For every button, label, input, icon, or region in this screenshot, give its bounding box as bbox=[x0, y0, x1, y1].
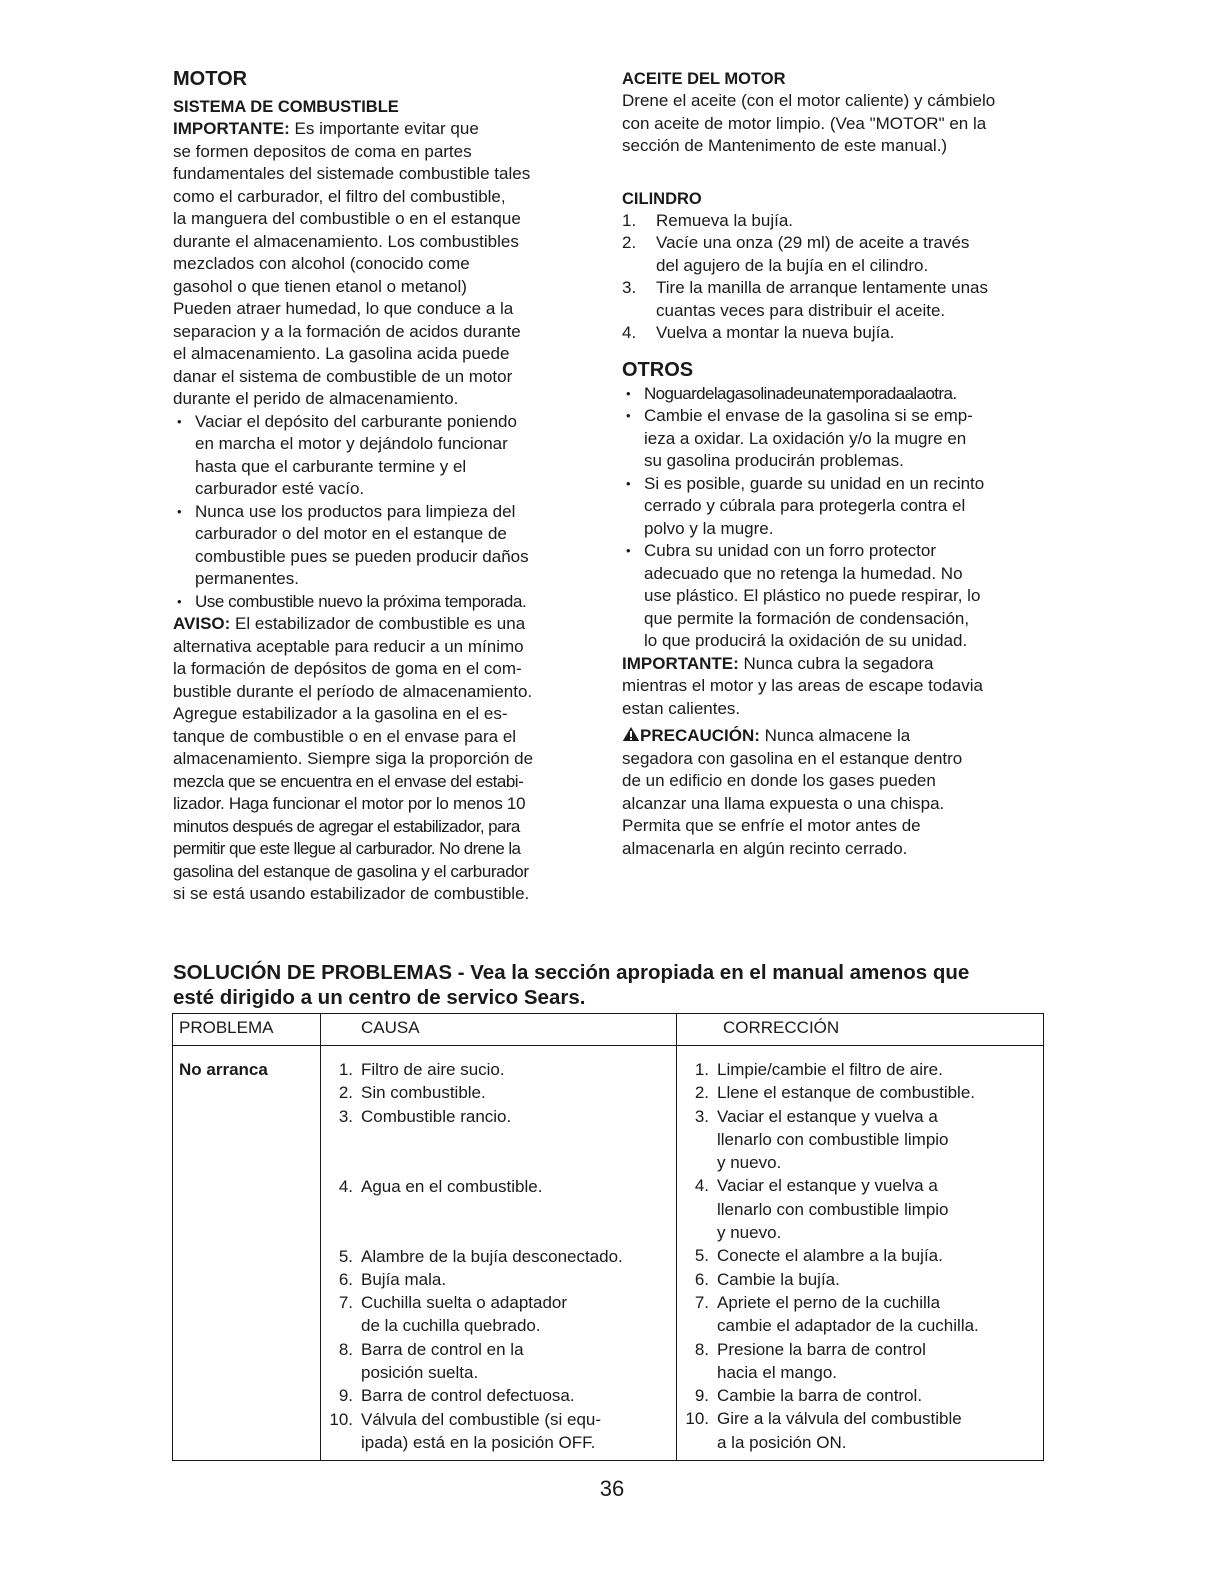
list-item: 1. Remueva la bujía. bbox=[622, 210, 794, 230]
list-item: 9. Cambie la barra de control. bbox=[694, 1386, 923, 1406]
list-item: 9. Barra de control defectuosa. bbox=[338, 1386, 575, 1406]
motor-heading: MOTOR bbox=[173, 68, 248, 90]
otros-bullet-list bbox=[622, 383, 1052, 653]
list-item: 5. Conecte el alambre a la bujía. bbox=[694, 1246, 943, 1266]
aviso-paragraph: AVISO: El estabilizador de combustible es una alternativa aceptable para reducir a un mínimo la formación de depósitos de goma en el com- bustible durante el período de almacenamiento. Agregue estabilizador a la gasolina en el es- tanque de combustible o en el envase para el almacenamiento. Siempre siga la proporción de mezcla que se encuentra en el envase del estabi- lizador. Haga funcionar el motor por lo menos 10 minutos después de agregar el estabilizador, para permitir que este llegue al carburador. No drene la gasolina del estanque de gasolina y el carburador si se está usando estabilizador de combustible. bbox=[173, 614, 534, 903]
list-item: 2. Sin combustible. bbox=[338, 1083, 486, 1103]
precaution-label: PRECAUCIÓN: bbox=[640, 726, 760, 745]
list-item: 8. Presione la barra de control hacia el mango. bbox=[694, 1339, 926, 1382]
correction-cell bbox=[677, 1046, 1044, 1461]
header-cause: CAUSA bbox=[321, 1014, 677, 1046]
list-item: 2. Vacíe una onza (29 ml) de aceite a través del agujero de la bujía en el cilindro. bbox=[622, 233, 970, 275]
list-item: 5. Alambre de la bujía desconectado. bbox=[338, 1246, 623, 1266]
list-item: • Nunca use los productos para limpieza del carburador o del motor en el estanque de combustible pues se pueden producir daños permanentes. bbox=[173, 501, 593, 591]
list-item: 8. Barra de control en la posición suelta. bbox=[338, 1339, 524, 1383]
list-item: 2. Llene el estanque de combustible. bbox=[694, 1083, 976, 1103]
problem-cell: No arranca bbox=[173, 1046, 321, 1461]
list-item: • Vaciar el depósito del carburante poniendo en marcha el motor y dejándolo funcionar hasta que el carburante termine y el carburador esté vacío. bbox=[173, 411, 593, 501]
important-label: IMPORTANTE: bbox=[173, 119, 290, 138]
table-row bbox=[173, 1046, 1044, 1461]
left-column bbox=[173, 66, 593, 906]
list-item: 7. Apriete el perno de la cuchilla cambie el adaptador de la cuchilla. bbox=[694, 1292, 979, 1336]
list-item: 3. Tire la manilla de arranque lentamente unas cuantas veces para distribuir el aceite. bbox=[622, 278, 989, 320]
list-item: • Use combustible nuevo la próxima temporada. bbox=[173, 591, 593, 614]
fuel-system-heading: SISTEMA DE COMBUSTIBLE bbox=[173, 98, 399, 116]
list-item: 10. Válvula del combustible (si equ- ipada) está en la posición OFF. bbox=[329, 1409, 602, 1452]
warning-triangle-icon bbox=[622, 726, 640, 742]
important-label: IMPORTANTE: bbox=[622, 653, 739, 673]
troubleshooting-table bbox=[172, 1013, 1044, 1461]
list-item: • Si es posible, guarde su unidad en un recinto cerrado y cúbrala para protegerla contra el polvo y la mugre. bbox=[622, 473, 1052, 541]
list-item: 1. Limpie/cambie el filtro de aire. bbox=[694, 1060, 943, 1079]
header-problem: PROBLEMA bbox=[173, 1014, 321, 1046]
cylinder-heading: CILINDRO bbox=[622, 189, 702, 208]
important-cover-paragraph: IMPORTANTE: Nunca cubra la segadora mientras el motor y las areas de escape todavia estan calientes. bbox=[622, 653, 983, 718]
list-item: 1. Filtro de aire sucio. bbox=[338, 1060, 505, 1079]
table-header-row bbox=[173, 1014, 1044, 1046]
fuel-bullet-list bbox=[173, 411, 593, 614]
list-item: • Cubra su unidad con un forro protector adecuado que no retenga la humedad. No use plástico. El plástico no puede respirar, lo que permite la formación de condensación, lo que producirá la oxidación de su unidad. bbox=[622, 540, 1052, 653]
header-correction: CORRECCIÓN bbox=[677, 1014, 1044, 1046]
right-column bbox=[622, 66, 1052, 860]
cylinder-steps bbox=[622, 210, 1052, 345]
aviso-label: AVISO: bbox=[173, 614, 231, 633]
cause-cell bbox=[321, 1046, 677, 1461]
engine-oil-paragraph: Drene el aceite (con el motor caliente) y cámbielo con aceite de motor limpio. (Vea "MOTOR" en la sección de Mantenimento de este manual.) bbox=[622, 91, 996, 155]
list-item: 7. Cuchilla suelta o adaptador de la cuchilla quebrado. bbox=[338, 1293, 568, 1336]
list-item: 4. Agua en el combustible. bbox=[338, 1176, 543, 1196]
list-item: 4. Vuelva a montar la nueva bujía. bbox=[622, 323, 895, 342]
list-item: 3. Combustible rancio. bbox=[338, 1106, 512, 1126]
list-item: • Noguardelagasolinadeunatemporadaalaotra. bbox=[622, 383, 1052, 406]
list-item: • Cambie el envase de la gasolina si se emp- ieza a oxidar. La oxidación y/o la mugre en su gasolina producirán problemas. bbox=[622, 405, 1052, 473]
precaution-paragraph: PRECAUCIÓN: Nunca almacene la segadora con gasolina en el estanque dentro de un edificio en donde los gases pueden alcanzar una llama expuesta o una chispa. Permita que se enfríe el motor antes de almacenarla en algún recinto cerrado. bbox=[622, 726, 963, 858]
list-item: 3. Vaciar el estanque y vuelva a llenarlo con combustible limpio y nuevo. bbox=[694, 1106, 949, 1173]
list-item: 10. Gire a la válvula del combustible a la posición ON. bbox=[685, 1409, 962, 1452]
page-number: 36 bbox=[599, 1476, 625, 1501]
list-item: 6. Bujía mala. bbox=[338, 1269, 447, 1289]
list-item: 4. Vaciar el estanque y vuelva a llenarlo con combustible limpio y nuevo. bbox=[694, 1176, 949, 1243]
important-paragraph: IMPORTANTE: Es importante evitar que se formen depositos de coma en partes fundamentales del sistemade combustible tales como el carburador, el filtro del combustible, la manguera del combustible o en el estanque durante el almacenamiento. Los combustibles mezclados con alcohol (conocido come gasohol o que tienen etanol o metanol) Pueden atraer humedad, lo que conduce a la separacion y a la formación de acidos durante el almacenamiento. La gasolina acida puede danar el sistema de combustible de un motor durante el perido de almacenamiento. bbox=[173, 119, 531, 408]
list-item: 6. Cambie la bujía. bbox=[694, 1269, 840, 1289]
engine-oil-heading: ACEITE DEL MOTOR bbox=[622, 70, 786, 88]
otros-heading: OTROS bbox=[622, 358, 694, 381]
troubleshooting-title: SOLUCIÓN DE PROBLEMAS - Vea la sección apropiada en el manual amenos que esté dirigido a un centro de servico Sears. bbox=[173, 961, 970, 1009]
